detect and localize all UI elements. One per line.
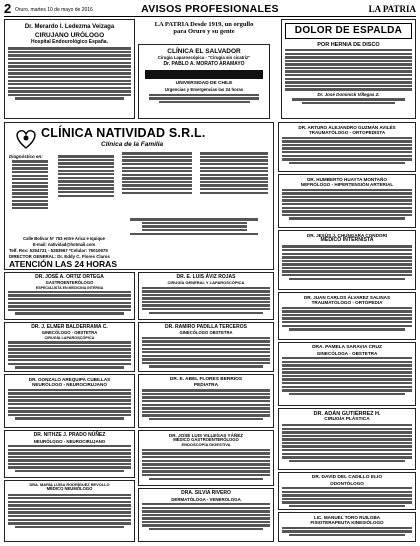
paper-name: LA PATRIA: [368, 4, 416, 14]
clinic-email: E-mail: natividad@hotmail.com: [32, 242, 96, 247]
clinic-university: UNIVERSIDAD DE CHILE: [175, 81, 233, 87]
doctor-role: NEURÓLOGO - NEUROCIRUJANO: [33, 438, 106, 444]
doctor-name: DR. RAMIRO PADILLA TERCEROS: [165, 324, 247, 330]
doctor-name: DRA. PAMELA SARAVIA CRUZ: [312, 345, 382, 350]
doctor-name: DR. J. ELMER BALDERRAMA C.: [31, 324, 108, 330]
clinic-title: CLÍNICA EL SALVADOR: [167, 48, 241, 55]
specialties-column-2: [197, 151, 271, 195]
doctor-role: TRAUMATÓLOGO - ORTOPEDISTA: [308, 130, 386, 136]
ad-silvia-rivero: [138, 488, 274, 542]
ad-rodriguez-revollo: [4, 480, 135, 542]
section-title: AVISOS PROFESIONALES: [141, 3, 279, 15]
banner-line-1: LA PATRIA Desde 1919, un orgullo: [154, 21, 254, 28]
ad-saravia-cruz: [278, 342, 416, 406]
clinic-director: DIRECTOR GENERAL: Dr. Eddy C. Flores Claros: [9, 254, 110, 259]
ad-guzman-aviles: [278, 122, 416, 172]
specialty-bar: [145, 70, 263, 79]
doctor-name: DR. JESÚS J. CHUNGARA CONDORI: [306, 233, 388, 238]
doctor-role: FISIOTERAPEUTA KINESIÓLOGO: [310, 520, 384, 526]
ad-aviz-rojas: [138, 272, 274, 320]
clinic-subtitle: Clínica de la Familia: [101, 141, 164, 148]
doctor-name: DR. E. LUIS ÁVIZ ROJAS: [176, 274, 236, 280]
ad-subtitle: POR HERNIA DE DISCO: [317, 41, 380, 48]
doctor-name: DR. JOSÉ A. ORTIZ ORTEGA: [35, 274, 104, 280]
ad-chungara-condori: [278, 230, 416, 290]
doctor-role: ODONTÓLOGO: [330, 480, 364, 486]
services-heading: Diagnóstico en:: [9, 154, 43, 159]
clinic-phones: Telf. Rex: 5254721 - 5283967 *Celular: 76010675: [9, 248, 108, 253]
ad-padilla-terceros: [138, 322, 274, 372]
prevision-block: [119, 217, 269, 236]
doctor-role: CIRUGÍA GENERAL Y LAPAROSCÓPICA: [167, 279, 245, 285]
doctor-name: DRA. SILVIA RIVERO: [181, 490, 231, 496]
ad-prado-nunez: [4, 430, 135, 478]
services-list: [9, 159, 51, 210]
ad-balderrama: [4, 322, 135, 372]
masthead: [4, 3, 416, 17]
doctor-name: DR. ARTURO ALEJANDRO GUZMÁN AVILÉS: [298, 125, 396, 130]
doctor-name: DRA. MARÍA LUISA RODRÍGUEZ REVOLLO: [29, 482, 110, 487]
ad-ledezma: [4, 19, 135, 119]
ad-clinica-natividad: [4, 122, 274, 270]
doctor-detail: ESPECIALISTA EN MEDICINA INTERNA: [35, 285, 104, 290]
title-bar: [285, 23, 412, 39]
ad-dolor-espalda: [281, 19, 416, 119]
doctor-name: DR. ADÁN GUTIÉRREZ H.: [313, 411, 381, 417]
clinic-subtitle: Cirugía Laparoscópica - "Cirugía sin cicatriz": [157, 55, 251, 61]
patria-banner: [138, 19, 270, 43]
doctor-role: GASTROENTERÓLOGO: [45, 279, 94, 285]
dateline: Oruro, martes 10 de mayo de 2016: [15, 7, 93, 13]
ad-villegas-yanez: [138, 430, 274, 486]
doctor-role: DERMATÓLOGA - VENEROLOGA: [171, 496, 241, 502]
ad-del-cadillo-elio: [278, 472, 416, 510]
ad-huayta-montano: [278, 174, 416, 228]
ad-alvarez-salinas: [278, 292, 416, 340]
doctor-name: Dr. Merardo I. Ledezma Veizaga: [24, 24, 115, 30]
page-number: 2: [4, 1, 12, 16]
doctor-name: DR. GONZALO AREQUIPA CUBILLAS: [28, 377, 111, 382]
clinic-hours: Urgencias y Emergencias las 24 horas: [164, 86, 244, 92]
clinic-address: Calle Bolívar N° 753 entre Arica e Iquique: [23, 236, 105, 241]
ad-toro-ruiloba: [278, 512, 416, 542]
clinic-name: Hospital Endourológico España.: [31, 39, 108, 46]
ad-doctor: Dr. José Dominick Villegas Z.: [317, 91, 380, 97]
doctor-role: GINECÓLOGA - OBSTETRA: [316, 350, 378, 356]
doctor-role: MÉDICO NEUMÓLOGO: [46, 486, 93, 492]
doctor-role: GINECÓLOGO - OBSTETRA: [41, 329, 98, 335]
banner-line-2: para Oruro y su gente: [173, 28, 235, 36]
clinic-doctor: Dr. PABLO A. MORATO ARAMAYO: [163, 61, 245, 68]
ad-title: DOLOR DE ESPALDA: [294, 25, 403, 36]
clinic-title: CLÍNICA NATIVIDAD S.R.L.: [41, 126, 206, 140]
clinic-hours: ATENCIÓN LAS 24 HORAS: [9, 259, 117, 269]
doctor-detail: ENDOSCOPÍA DIGESTIVA: [181, 442, 231, 448]
doctor-role: NEURÓLOGO - NEUROCIRUJANO: [32, 382, 107, 388]
doctor-name: DR. E. ABEL FLORES BERRIOS: [169, 377, 243, 382]
doctor-role: CIRUJANO URÓLOGO: [34, 31, 105, 39]
ad-gutierrez: [278, 408, 416, 470]
doctor-name: DR. DAVID DEL CADILLO ELIO: [311, 475, 383, 480]
doctor-role: CIRUGÍA PLÁSTICA: [324, 417, 370, 423]
doctor-role: GINECÓLOGO OBSTETRA: [179, 329, 233, 335]
doctor-role: NEFRÓLOGO - HIPERTENSIÓN ARTERIAL: [300, 182, 394, 188]
ad-arequipa-cubillas: [4, 374, 135, 428]
doctor-name: DR. NITHZE J. PRADO NÚÑEZ: [33, 432, 106, 438]
doctor-name: DR. HUMBERTO HUAYTA MONTAÑO: [307, 177, 387, 182]
doctor-role: PEDIATRA: [193, 382, 219, 388]
doctor-name: LIC. MANUEL TORO RUILOBA: [313, 515, 381, 520]
doctor-role: MÉDICO INTERNISTA: [320, 237, 374, 244]
doctor-name: DR. JOSÉ LUIS VILLEGAS YÁÑEZ: [168, 433, 244, 438]
doctor-name: DR. JUAN CARLOS ÁLVAREZ SALINAS: [303, 295, 391, 300]
doctor-role: TRAUMATÓLOGO - ORTOPEDIA: [311, 300, 383, 306]
clinic-logo: [13, 128, 39, 150]
doctor-detail: CIRUGÍA LAPAROSCÓPICA: [44, 335, 95, 340]
salas-column: [55, 154, 117, 198]
ad-flores-berrios: [138, 374, 274, 428]
ad-clinica-salvador: [138, 44, 270, 119]
doctor-role: MÉDICO GASTROENTERÓLOGO: [173, 437, 239, 443]
specialties-column-1: [119, 151, 195, 195]
ad-ortiz-ortega: [4, 272, 135, 320]
